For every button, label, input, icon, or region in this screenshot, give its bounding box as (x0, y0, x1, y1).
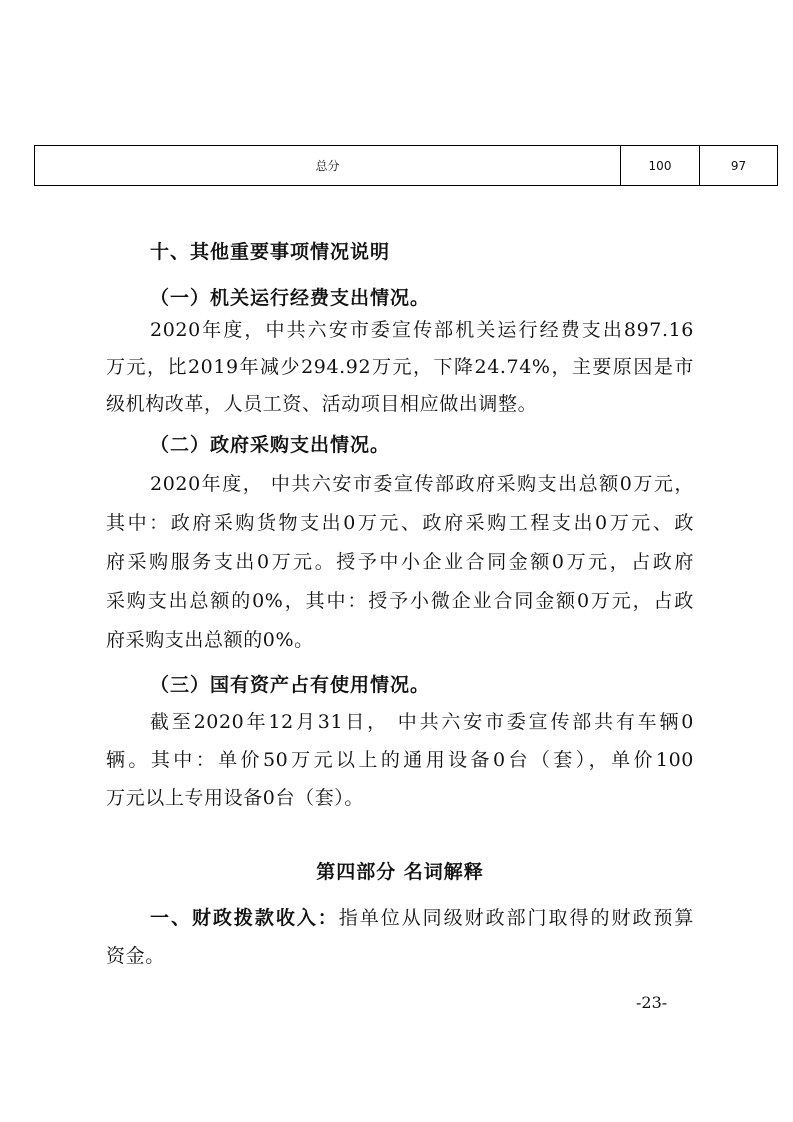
term-1-line (150, 906, 694, 930)
paragraph-line: 府采购服务支出0万元。授予中小企业合同金额0万元，占政府 (106, 551, 694, 573)
paragraph-line: 辆。其中：单价50万元以上的通用设备0台（套），单价100 (106, 749, 694, 771)
section-10-title: 十、其他重要事项情况说明 (150, 241, 391, 263)
score-table (34, 145, 778, 186)
paragraph-line: 采购支出总额的0%，其中：授予小微企业合同金额0万元，占政 (106, 590, 694, 612)
paragraph-line: 万元，比2019年减少294.92万元，下降24.74%，主要原因是市 (106, 356, 694, 378)
subsection-3-title: （三）国有资产占有使用情况。 (150, 674, 431, 696)
term-1-label: 一、财政拨款收入： (150, 907, 339, 929)
term-1-text: 指单位从同级财政部门取得的财政预算 (338, 907, 694, 929)
paragraph-line: 万元以上专用设备0台（套）。 (106, 787, 364, 809)
subsection-2-title: （二）政府采购支出情况。 (150, 434, 391, 456)
table-row (35, 146, 778, 186)
paragraph-line: 2020年度，中共六安市委宣传部机关运行经费支出897.16 (150, 319, 694, 341)
part-4-title: 第四部分 名词解释 (316, 861, 484, 883)
total-score-label: 总分 (35, 146, 621, 186)
paragraph-line: 截至2020年12月31日， 中共六安市委宣传部共有车辆0 (150, 711, 694, 733)
page-number: -23- (636, 993, 668, 1012)
subsection-1-title: （一）机关运行经费支出情况。 (150, 287, 431, 309)
paragraph-line: 2020年度， 中共六安市委宣传部政府采购支出总额0万元， (150, 473, 694, 495)
full-score-value: 100 (621, 146, 700, 186)
paragraph-line: 府采购支出总额的0%。 (106, 629, 314, 651)
obtained-score-value: 97 (700, 146, 778, 186)
paragraph-line: 其中：政府采购货物支出0万元、政府采购工程支出0万元、政 (106, 512, 694, 534)
term-1-continuation: 资金。 (106, 945, 165, 967)
paragraph-line: 级机构改革，人员工资、活动项目相应做出调整。 (106, 393, 538, 415)
